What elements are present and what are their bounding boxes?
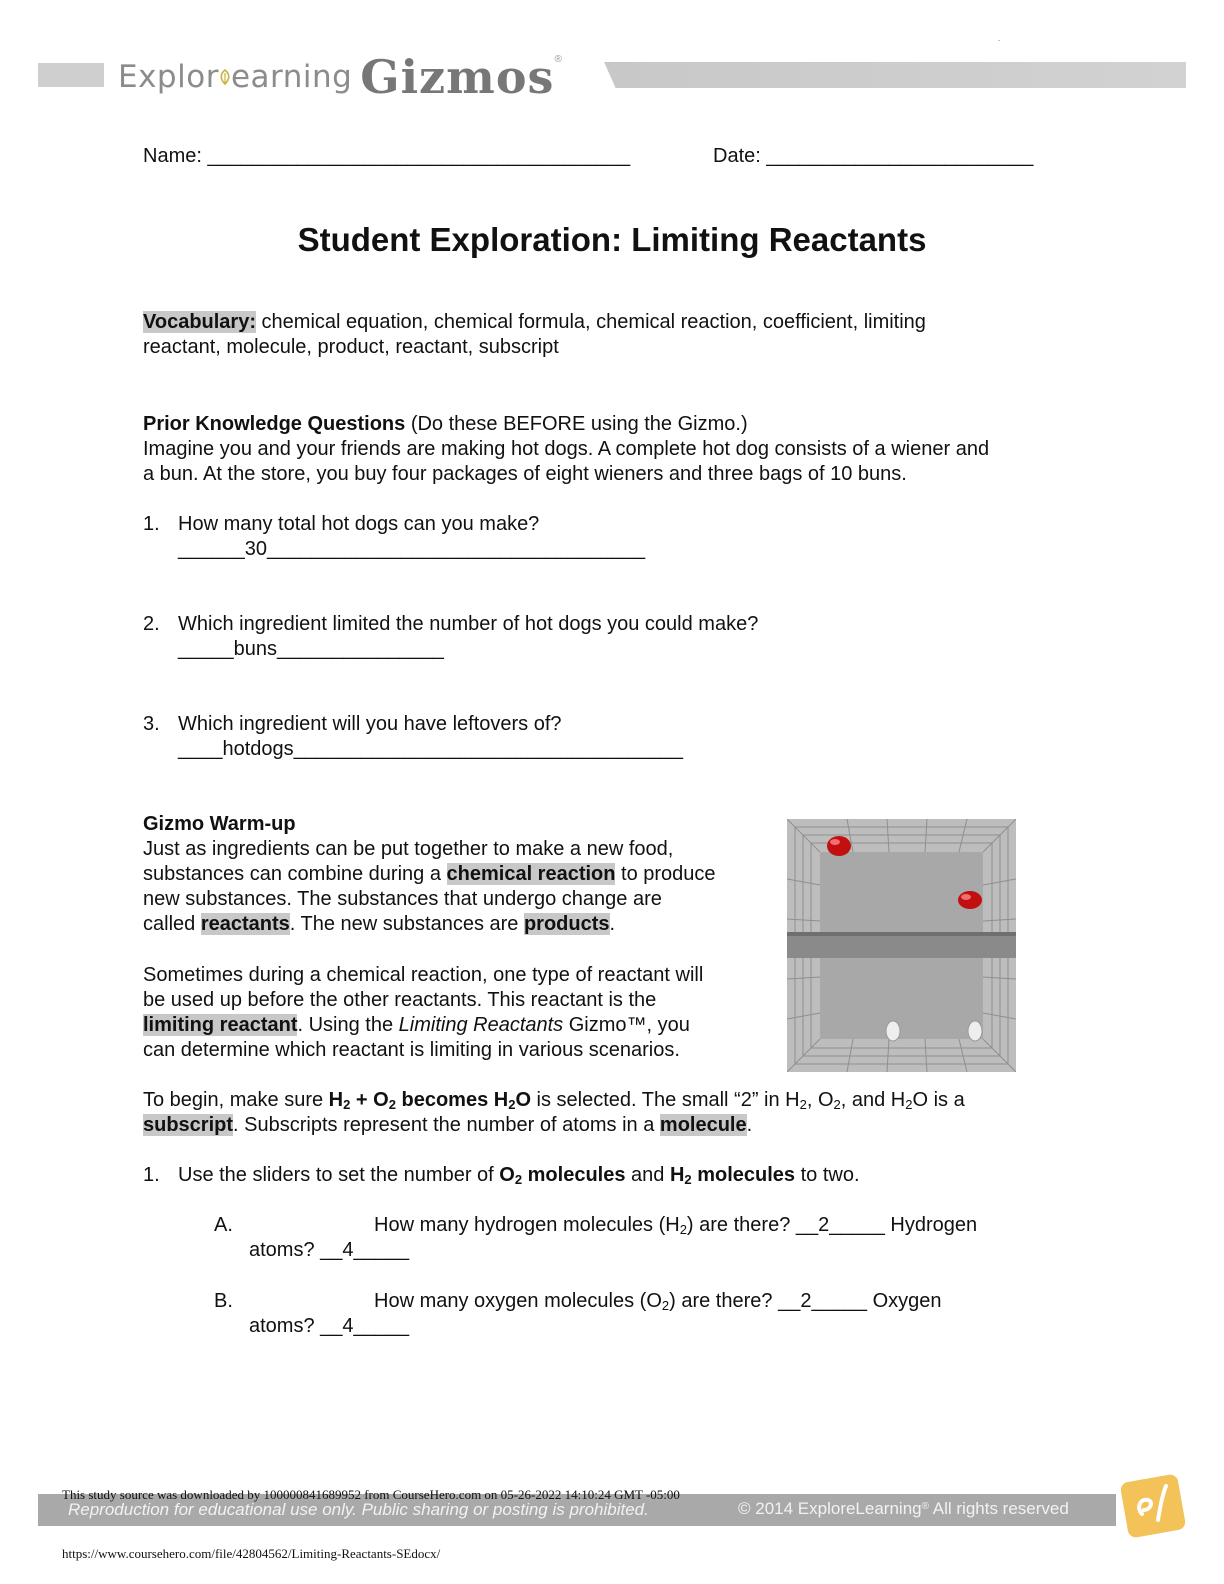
subquestion-a-letter: A. <box>214 1214 233 1236</box>
prior-knowledge-heading <box>143 412 748 437</box>
text-run: H <box>328 1089 344 1111</box>
header-bar-left <box>38 63 104 87</box>
text-run: How many oxygen molecules (O <box>374 1290 662 1312</box>
study-source-note: This study source was downloaded by 100000841689952 from CourseHero.com on 05-26-2022 14:10:24 GMT -05:00 <box>62 1487 680 1502</box>
text-run: + O <box>350 1089 389 1111</box>
text-run: substances can combine during a <box>143 863 447 885</box>
vocabulary-label: Vocabulary: <box>143 311 256 333</box>
footer-reproduction-notice: Reproduction for educational use only. Public sharing or posting is prohibited. <box>68 1500 649 1519</box>
text-run: All rights reserved <box>928 1499 1069 1518</box>
warmup-p2-line1: Sometimes during a chemical reaction, one type of reactant will <box>143 964 704 986</box>
text-run: ) are there? __2_____ Oxygen <box>669 1290 942 1312</box>
text-run: © 2014 ExploreLearning <box>738 1499 922 1518</box>
warmup-p1-line2 <box>143 862 716 887</box>
warmup-p2-line4: can determine which reactant is limiting in various scenarios. <box>143 1039 680 1061</box>
corner-mark: . <box>998 34 1001 43</box>
prior-heading-note: (Do these BEFORE using the Gizmo.) <box>405 413 748 435</box>
warmup-p1-line4 <box>143 912 615 937</box>
text-run: . <box>609 913 616 935</box>
text-run: . <box>746 1114 753 1136</box>
text-run: How many hydrogen molecules (H <box>374 1214 680 1236</box>
text-run: To begin, make sure <box>143 1089 329 1111</box>
subquestion-a-text[interactable] <box>374 1213 977 1238</box>
brand-explore-text: Explor <box>118 59 219 95</box>
prior-intro-1: Imagine you and your friends are making hot dogs. A complete hot dog consists of a wiener and <box>143 438 990 460</box>
text-run: is selected. The small “2” in H <box>531 1089 800 1111</box>
text-run: O <box>515 1089 531 1111</box>
question-1-text: How many total hot dogs can you make? <box>178 513 540 535</box>
subquestion-b-letter: B. <box>214 1290 233 1312</box>
subscript-2: 2 <box>799 1097 807 1112</box>
subquestion-a-atoms[interactable]: atoms? __4_____ <box>249 1239 410 1261</box>
question-2-answer[interactable]: _____buns_______________ <box>178 638 444 660</box>
brand-learning-text: earning <box>230 59 353 95</box>
text-run: . Using the <box>297 1014 399 1036</box>
question-3-answer[interactable]: ____hotdogs___________________________________ <box>178 738 683 760</box>
brand-registered-mark: ® <box>554 54 562 65</box>
header-bar-right <box>604 62 1186 88</box>
footer-copyright <box>738 1499 1069 1519</box>
subscript-2: 2 <box>684 1172 692 1187</box>
registered-mark: ® <box>921 1501 929 1512</box>
text-run: ) are there? __2_____ Hydrogen <box>686 1214 978 1236</box>
text-run: O <box>499 1164 515 1186</box>
brand-gizmos-text: Gizmos <box>360 50 555 104</box>
vocabulary-line-1 <box>143 310 926 335</box>
explorelearning-gizmos-logo <box>118 50 562 102</box>
term-chemical-reaction: chemical reaction <box>446 863 616 885</box>
term-molecule: molecule <box>659 1114 747 1136</box>
subscript-2: 2 <box>679 1222 687 1237</box>
text-run: Gizmo™, you <box>563 1014 690 1036</box>
term-reactants: reactants <box>200 913 290 935</box>
subscript-2: 2 <box>508 1097 516 1112</box>
text-run: H <box>669 1164 685 1186</box>
warmup-p1-line1: Just as ingredients can be put together to make a new food, <box>143 838 674 860</box>
name-field[interactable]: Name: ______________________________________ <box>143 145 631 167</box>
subscript-2: 2 <box>905 1097 913 1112</box>
text-run: called <box>143 913 201 935</box>
warmup-question-1-number: 1. <box>143 1164 160 1186</box>
warmup-question-1-text <box>178 1163 860 1188</box>
question-2-number: 2. <box>143 613 160 635</box>
prior-heading-text: Prior Knowledge Questions <box>143 413 406 435</box>
question-1-number: 1. <box>143 513 160 535</box>
text-run: O is a <box>912 1089 965 1111</box>
text-run: to produce <box>615 863 716 885</box>
text-run: and <box>625 1164 670 1186</box>
question-1-answer[interactable]: ______30__________________________________ <box>178 538 646 560</box>
subquestion-b-atoms[interactable]: atoms? __4_____ <box>249 1315 410 1337</box>
subscript-2: 2 <box>388 1097 396 1112</box>
warmup-p2-line3 <box>143 1013 690 1038</box>
subscript-2: 2 <box>343 1097 351 1112</box>
text-run: molecules <box>691 1164 796 1186</box>
vocabulary-terms-2: reactant, molecule, product, reactant, subscript <box>143 336 559 358</box>
vocabulary-terms-1: chemical equation, chemical formula, chemical reaction, coefficient, limiting <box>256 311 926 333</box>
source-url[interactable]: https://www.coursehero.com/file/42804562/Limiting-Reactants-SEdocx/ <box>62 1546 441 1561</box>
subquestion-b-text[interactable] <box>374 1289 942 1314</box>
question-3-number: 3. <box>143 713 160 735</box>
text-run: becomes H <box>395 1089 509 1111</box>
subscript-2: 2 <box>661 1298 670 1313</box>
term-products: products <box>523 913 610 935</box>
question-3-text: Which ingredient will you have leftovers of? <box>178 713 562 735</box>
text-run: to two. <box>795 1164 860 1186</box>
text-run: , O <box>806 1089 834 1111</box>
explorelearning-el-logo-icon <box>1118 1470 1188 1540</box>
subscript-2: 2 <box>833 1097 841 1112</box>
term-limiting-reactant: limiting reactant <box>143 1014 298 1036</box>
text-run: , and H <box>840 1089 906 1111</box>
question-2-text: Which ingredient limited the number of hot dogs you could make? <box>178 613 759 635</box>
date-field[interactable]: Date: ________________________ <box>713 145 1034 167</box>
text-run: . Subscripts represent the number of atoms in a <box>233 1114 660 1136</box>
subscript-2: 2 <box>514 1172 523 1187</box>
text-run: Use the sliders to set the number of <box>178 1164 500 1186</box>
warmup-heading: Gizmo Warm-up <box>143 813 296 835</box>
gizmo-name: Limiting Reactants <box>398 1014 564 1036</box>
reaction-h2 <box>329 1089 531 1111</box>
gizmo-simulation-image <box>787 819 1016 1072</box>
warmup-p3-line1 <box>143 1088 965 1113</box>
term-subscript: subscript <box>143 1114 234 1136</box>
prior-intro-2: a bun. At the store, you buy four packages of eight wieners and three bags of 10 buns. <box>143 463 907 485</box>
warmup-p1-line3: new substances. The substances that undergo change are <box>143 888 662 910</box>
text-run: molecules <box>522 1164 626 1186</box>
text-run: . The new substances are <box>289 913 524 935</box>
warmup-p3-line2 <box>143 1113 752 1138</box>
warmup-p2-line2: be used up before the other reactants. This reactant is the <box>143 989 657 1011</box>
page-title: Student Exploration: Limiting Reactants <box>297 221 927 258</box>
